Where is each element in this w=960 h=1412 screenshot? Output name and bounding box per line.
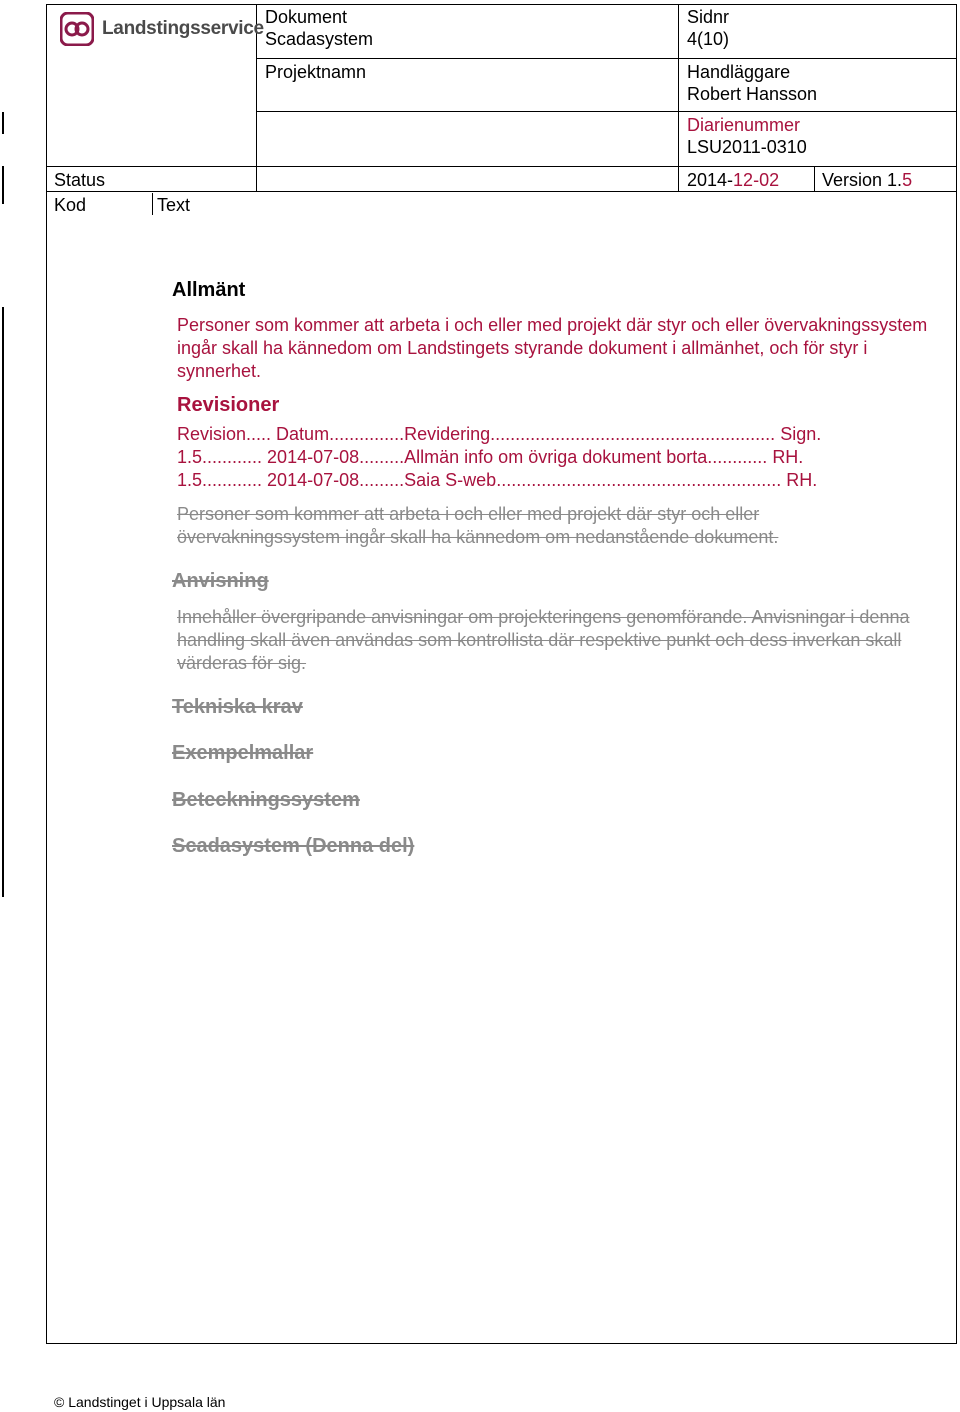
date-suffix: 12-02	[733, 170, 780, 190]
revision-number: 1.5	[177, 470, 203, 490]
diary-value: LSU2011-0310	[687, 137, 807, 157]
date-prefix: 2014-	[687, 170, 734, 190]
section-heading-scada: Scadasystem (Denna del)	[172, 835, 415, 857]
code-label: Kod	[54, 195, 87, 215]
header-divider-4	[46, 191, 957, 192]
header-divider-2	[256, 111, 957, 112]
revisions-heading: Revisioner	[177, 394, 280, 416]
revision-col-header: Revision	[177, 424, 247, 444]
revision-date: 2014-07-08	[267, 470, 360, 490]
handler-label: Handläggare	[687, 62, 791, 82]
header-col-line-2	[678, 4, 679, 191]
text-label: Text	[157, 195, 191, 215]
revision-description: Allmän info om övriga dokument borta	[404, 447, 708, 467]
guidance-heading: Anvisning	[172, 570, 269, 592]
change-bar-1	[2, 112, 4, 134]
code-col-line	[152, 193, 153, 215]
revision-desc-col-header: Revidering	[404, 424, 491, 444]
project-label: Projektnamn	[265, 62, 367, 82]
revision-description: Saia S-web	[404, 470, 497, 490]
header-divider-1	[256, 58, 957, 59]
sign-col-header: Sign.	[780, 424, 822, 444]
logo	[60, 12, 264, 46]
change-bar-2	[2, 166, 4, 204]
change-bar-3	[2, 307, 4, 897]
date-value	[687, 169, 779, 191]
section-heading-templates: Exempelmallar	[172, 742, 314, 764]
table-row: 1.5............ 2014-07-08.........Allmän info om övriga dokument borta............ RH.	[177, 447, 804, 467]
logo-icon	[60, 12, 94, 46]
doc-value: Scadasystem	[265, 29, 374, 49]
handler-value: Robert Hansson	[687, 84, 818, 104]
footer-copyright	[54, 1394, 225, 1410]
guidance-text: Innehåller övergripande anvisningar om projekteringens genomförande. Anvisningar i denna handling skall även användas som kontrollista där respektive punkt och dess inverkan skall värderas för sig.	[177, 607, 910, 673]
logo-text: Landstingsservice	[102, 18, 264, 39]
copyright-icon: ©	[54, 1394, 65, 1410]
revision-date: 2014-07-08	[267, 447, 360, 467]
header-col-line-3	[814, 166, 815, 191]
general-heading: Allmänt	[172, 279, 246, 301]
copyright-text: Landstinget i Uppsala län	[68, 1394, 226, 1410]
revision-sign: RH.	[772, 447, 804, 467]
revision-sign: RH.	[786, 470, 818, 490]
version-suffix: 5	[902, 170, 913, 190]
revisions-header-row: Revision..... Datum...............Revidering......................................................... Sign.	[177, 424, 822, 444]
deleted-text: Personer som kommer att arbeta i och eller med projekt där styr och eller övervakningssystem ingår skall ha kännedom om nedanstående dokument.	[177, 504, 779, 547]
version-prefix: Version 1.	[822, 170, 903, 190]
revision-number: 1.5	[177, 447, 203, 467]
section-heading-designation: Beteckningssystem	[172, 789, 360, 811]
general-text: Personer som kommer att arbeta i och eller med projekt där styr och eller övervakningssystem ingår skall ha kännedom om Landstingets styrande dokument i allmänhet, och för styr i synnerhet.	[177, 315, 928, 381]
doc-label: Dokument	[265, 7, 348, 27]
version-value	[822, 169, 912, 191]
status-label: Status	[54, 170, 106, 190]
table-row: 1.5............ 2014-07-08.........Saia S-web......................................................... RH.	[177, 470, 818, 490]
revisions-table	[177, 423, 821, 492]
section-heading-technical: Tekniska krav	[172, 696, 303, 718]
page-value: 4(10)	[687, 29, 730, 49]
page-label: Sidnr	[687, 7, 730, 27]
diary-label: Diarienummer	[687, 115, 801, 135]
header-divider-3	[46, 166, 957, 167]
date-col-header: Datum	[276, 424, 330, 444]
